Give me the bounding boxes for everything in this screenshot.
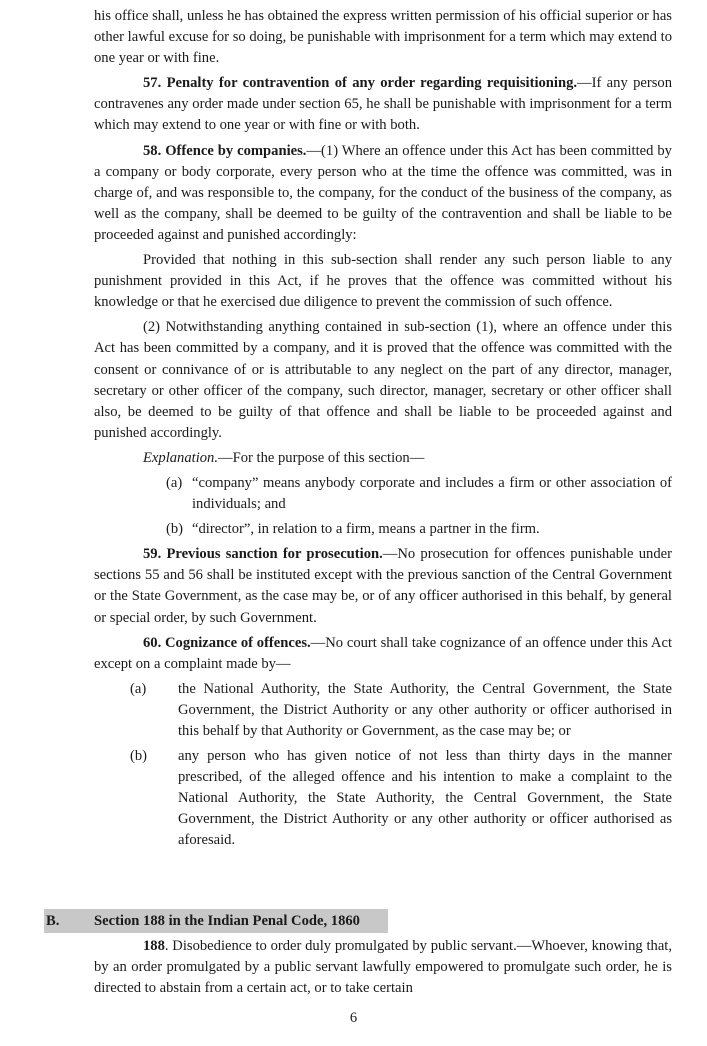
explanation-item-label: (b): [166, 521, 184, 538]
section-58-heading: 58. Offence by companies.: [143, 142, 307, 159]
clause-label: (a): [130, 680, 147, 697]
section-59: [94, 544, 672, 628]
section-59-text: —No prosecution for offences punishable under sections 55 and 56 shall be instituted except with the previous sanction of the Central Government or the State Government, as the case may be, or of any officer authorised in this behalf, by general or special order, by such Government.: [94, 546, 672, 626]
explanation-item: [166, 519, 672, 540]
explanation-label: Explanation.: [143, 449, 218, 466]
clause-text: the National Authority, the State Authority, the Central Government, the State Government, the District Authority or any other authority or officer authorised in this behalf by that Authority or Government, as the case may be; or: [178, 680, 672, 739]
explanation-item-label: (a): [166, 474, 183, 491]
section-188-block: [94, 936, 672, 1003]
section-60-clause: [94, 679, 672, 742]
section-188: [94, 936, 672, 999]
section-57-heading: 57. Penalty for contravention of any order regarding requisitioning.: [143, 75, 578, 92]
section-58-proviso: Provided that nothing in this sub-section shall render any such person liable to any punishment provided in this Act, if he proves that the offence was committed without his knowledge or that he exercised due diligence to prevent the commission of such offence.: [94, 252, 672, 311]
section-58-text1: —(1) Where an offence under this Act has been committed by a company or body corporate, every person who at the time the offence was committed, was in charge of, and was responsible to, the company, for the conduct of the business of the company, as well as the company, shall be deemed to be guilty of the contravention and shall be liable to be proceeded against and punished accordingly:: [94, 142, 672, 243]
section-57: [94, 73, 672, 136]
section-59-heading: 59. Previous sanction for prosecution.: [143, 546, 383, 563]
page-number: 6: [349, 1010, 358, 1026]
clause-label: (b): [130, 748, 148, 765]
document-body: [94, 6, 672, 856]
section-188-text: . Disobedience to order duly promulgated by public servant.—Whoever, knowing that, by an order promulgated by a public servant lawfully empowered to promulgate such order, he is directed to abstain from a certain act, or to take certain: [94, 938, 672, 997]
section-188-number: 188: [143, 938, 165, 954]
opening-paragraph: his office shall, unless he has obtained the express written permission of his official superior or has other lawful excuse for so doing, be punishable with imprisonment for a term which may extend to one year or with fine.: [94, 8, 672, 67]
clause-text: any person who has given notice of not less than thirty days in the manner prescribed, of the alleged offence and his intention to make a complaint to the National Authority, the State Authority, the Central Government, the State Government, the District Authority or any other authority or officer authorised as aforesaid.: [178, 748, 672, 849]
explanation-text: —For the purpose of this section—: [218, 449, 425, 466]
section-57-text: —If any person contravenes any order made under section 65, he shall be punishable with imprisonment for a term which may extend to one year or with fine or with both.: [94, 75, 672, 134]
section-60-clause: [94, 746, 672, 851]
section-58-explanation: [143, 448, 672, 469]
explanation-item-text: “director”, in relation to a firm, means a partner in the firm.: [192, 521, 540, 538]
section-b-letter: B.: [46, 913, 60, 929]
explanation-item: [166, 473, 672, 515]
section-58-sub2: (2) Notwithstanding anything contained in sub-section (1), where an offence under this Act has been committed by a company, and it is proved that the offence was committed with the consent or connivance of or is attributable to any neglect on the part of any director, manager, secretary or other officer of the company, such director, manager, secretary or other officer shall also, be deemed to be guilty of that offence and shall be liable to be proceeded against and punished accordingly.: [94, 319, 672, 441]
section-58-sub1: [94, 141, 672, 246]
section-b-title: Section 188 in the Indian Penal Code, 1860: [94, 913, 360, 929]
section-60-text: —No court shall take cognizance of an offence under this Act except on a complaint made by—: [94, 634, 672, 672]
explanation-item-text: “company” means anybody corporate and includes a firm or other association of individuals; and: [192, 474, 672, 513]
section-b-heading-bar: [44, 909, 388, 933]
section-60: [94, 633, 672, 675]
section-60-heading: 60. Cognizance of offences.: [143, 634, 311, 651]
